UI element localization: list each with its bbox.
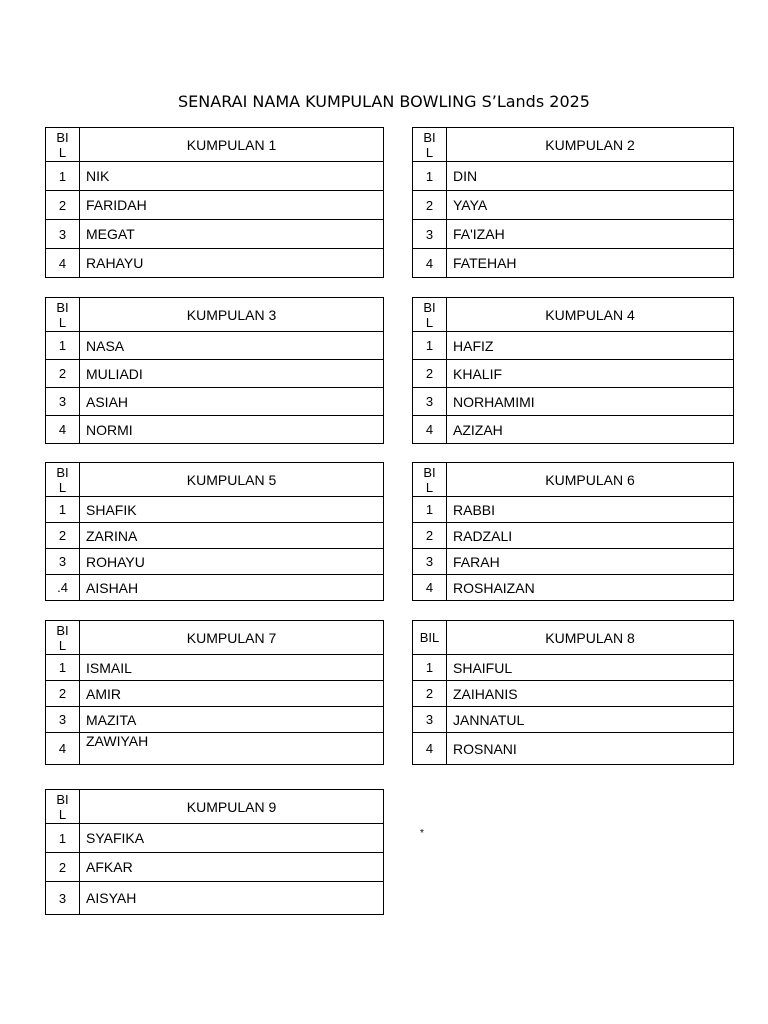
table-row <box>413 707 734 733</box>
member-name: NASA <box>80 332 384 360</box>
member-name: MULIADI <box>80 360 384 388</box>
table-header-row <box>46 298 384 332</box>
row-number: 2 <box>46 191 80 220</box>
table-row <box>413 655 734 681</box>
member-name: AISHAH <box>80 575 384 601</box>
table-row <box>46 523 384 549</box>
row-number: 2 <box>46 523 80 549</box>
group-table-8 <box>412 620 734 765</box>
table-row <box>46 162 384 191</box>
stray-mark: * <box>420 828 424 839</box>
row-number: 1 <box>413 162 447 191</box>
table-header-row <box>46 621 384 655</box>
bil-column-header: BI L <box>46 463 80 497</box>
bil-column-header: BIL <box>413 621 447 655</box>
group-header: KUMPULAN 1 <box>80 128 384 162</box>
row-number: 4 <box>46 416 80 444</box>
table-row <box>413 549 734 575</box>
row-number: 4 <box>46 249 80 278</box>
table-row <box>46 360 384 388</box>
row-number: 2 <box>413 191 447 220</box>
group-header: KUMPULAN 8 <box>447 621 734 655</box>
table-header-row <box>46 790 384 824</box>
table-header-row <box>413 298 734 332</box>
table-row <box>413 575 734 601</box>
row-number: 1 <box>46 162 80 191</box>
member-name: AISYAH <box>80 882 384 915</box>
table-row <box>413 497 734 523</box>
row-number: 2 <box>413 523 447 549</box>
member-name: ROSHAIZAN <box>447 575 734 601</box>
row-number: 2 <box>46 681 80 707</box>
row-number: 4 <box>46 733 80 765</box>
member-name: NORHAMIMI <box>447 388 734 416</box>
table-row <box>46 575 384 601</box>
bil-column-header: BI L <box>46 621 80 655</box>
group-table-3 <box>45 297 384 444</box>
table-row <box>413 332 734 360</box>
table-row <box>46 249 384 278</box>
group-table-1 <box>45 127 384 278</box>
row-number: 4 <box>413 575 447 601</box>
table-row <box>46 416 384 444</box>
row-number: 2 <box>413 681 447 707</box>
table-row <box>46 332 384 360</box>
bil-column-header: BI L <box>46 790 80 824</box>
table-row <box>413 220 734 249</box>
row-number: 4 <box>413 416 447 444</box>
table-header-row <box>413 621 734 655</box>
group-header: KUMPULAN 2 <box>447 128 734 162</box>
table-row <box>46 191 384 220</box>
group-header: KUMPULAN 4 <box>447 298 734 332</box>
member-name: FA'IZAH <box>447 220 734 249</box>
table-row <box>46 733 384 765</box>
member-name: KHALIF <box>447 360 734 388</box>
member-name: HAFIZ <box>447 332 734 360</box>
member-name: AMIR <box>80 681 384 707</box>
row-number: 3 <box>413 220 447 249</box>
member-name: ZAIHANIS <box>447 681 734 707</box>
table-row <box>46 882 384 915</box>
row-number: .4 <box>46 575 80 601</box>
table-row <box>46 655 384 681</box>
table-row <box>413 416 734 444</box>
row-number: 1 <box>413 497 447 523</box>
member-name: DIN <box>447 162 734 191</box>
member-name: SHAFIK <box>80 497 384 523</box>
row-number: 3 <box>413 388 447 416</box>
bil-column-header: BI L <box>413 128 447 162</box>
group-header: KUMPULAN 5 <box>80 463 384 497</box>
group-table-9 <box>45 789 384 915</box>
member-name: FARIDAH <box>80 191 384 220</box>
table-row <box>413 360 734 388</box>
member-name: NIK <box>80 162 384 191</box>
group-header: KUMPULAN 9 <box>80 790 384 824</box>
table-row <box>46 220 384 249</box>
member-name: YAYA <box>447 191 734 220</box>
member-name: MAZITA <box>80 707 384 733</box>
page-title: SENARAI NAMA KUMPULAN BOWLING S’Lands 2025 <box>178 92 590 111</box>
table-row <box>46 388 384 416</box>
group-table-4 <box>412 297 734 444</box>
group-header: KUMPULAN 6 <box>447 463 734 497</box>
member-name: RADZALI <box>447 523 734 549</box>
table-row <box>46 853 384 882</box>
table-header-row <box>46 128 384 162</box>
table-header-row <box>46 463 384 497</box>
bil-column-header: BI L <box>46 128 80 162</box>
member-name: FATEHAH <box>447 249 734 278</box>
row-number: 3 <box>413 707 447 733</box>
row-number: 1 <box>46 655 80 681</box>
table-row <box>46 824 384 853</box>
row-number: 1 <box>413 332 447 360</box>
member-name: ASIAH <box>80 388 384 416</box>
member-name: MEGAT <box>80 220 384 249</box>
table-row <box>46 549 384 575</box>
member-name: FARAH <box>447 549 734 575</box>
member-name: SHAIFUL <box>447 655 734 681</box>
row-number: 3 <box>46 707 80 733</box>
member-name: ZAWIYAH <box>80 733 384 765</box>
table-row <box>46 497 384 523</box>
table-row <box>413 388 734 416</box>
group-header: KUMPULAN 3 <box>80 298 384 332</box>
row-number: 2 <box>46 360 80 388</box>
group-table-6 <box>412 462 734 601</box>
member-name: SYAFIKA <box>80 824 384 853</box>
row-number: 3 <box>46 882 80 915</box>
table-row <box>413 733 734 765</box>
table-row <box>413 523 734 549</box>
row-number: 2 <box>46 853 80 882</box>
table-row <box>413 681 734 707</box>
row-number: 3 <box>46 388 80 416</box>
group-table-7 <box>45 620 384 765</box>
row-number: 4 <box>413 733 447 765</box>
row-number: 3 <box>46 220 80 249</box>
row-number: 4 <box>413 249 447 278</box>
member-name: RAHAYU <box>80 249 384 278</box>
bil-column-header: BI L <box>46 298 80 332</box>
member-name: NORMI <box>80 416 384 444</box>
table-row <box>413 191 734 220</box>
member-name: JANNATUL <box>447 707 734 733</box>
table-row <box>413 249 734 278</box>
member-name: ZARINA <box>80 523 384 549</box>
group-header: KUMPULAN 7 <box>80 621 384 655</box>
bil-column-header: BI L <box>413 298 447 332</box>
row-number: 1 <box>413 655 447 681</box>
bil-column-header: BI L <box>413 463 447 497</box>
group-table-2 <box>412 127 734 278</box>
table-header-row <box>413 128 734 162</box>
table-header-row <box>413 463 734 497</box>
row-number: 1 <box>46 497 80 523</box>
table-row <box>413 162 734 191</box>
group-table-5 <box>45 462 384 601</box>
row-number: 1 <box>46 332 80 360</box>
table-row <box>46 707 384 733</box>
row-number: 3 <box>413 549 447 575</box>
member-name: AFKAR <box>80 853 384 882</box>
row-number: 3 <box>46 549 80 575</box>
row-number: 1 <box>46 824 80 853</box>
row-number: 2 <box>413 360 447 388</box>
member-name: RABBI <box>447 497 734 523</box>
member-name: ISMAIL <box>80 655 384 681</box>
member-name: AZIZAH <box>447 416 734 444</box>
member-name: ROHAYU <box>80 549 384 575</box>
member-name: ROSNANI <box>447 733 734 765</box>
table-row <box>46 681 384 707</box>
